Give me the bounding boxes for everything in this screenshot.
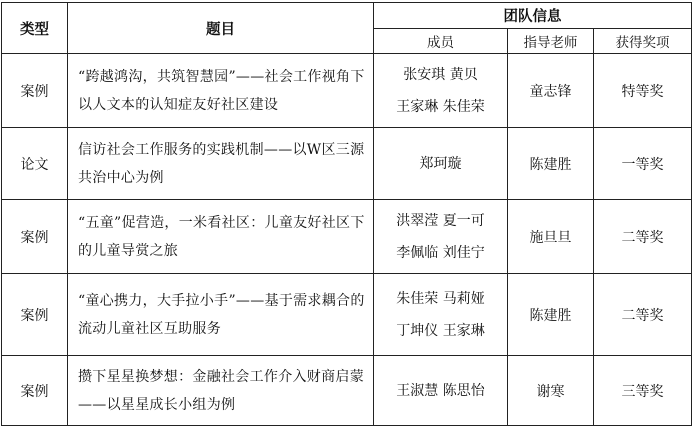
cell-type: 案例: [2, 54, 68, 128]
table-row: [2, 356, 692, 426]
cell-title: “跨越鸿沟，共筑智慧园”——社会工作视角下以人文本的认知症友好社区建设: [68, 54, 374, 128]
table-row: [2, 200, 692, 274]
cell-award: 二等奖: [594, 274, 692, 356]
cell-advisor: 谢寒: [508, 356, 594, 426]
cell-award: 二等奖: [594, 200, 692, 274]
cell-members: [374, 54, 508, 128]
cell-advisor: 陈建胜: [508, 128, 594, 200]
cell-award: 三等奖: [594, 356, 692, 426]
cell-advisor: 施旦旦: [508, 200, 594, 274]
header-title: 题目: [68, 3, 374, 54]
cell-advisor: 陈建胜: [508, 274, 594, 356]
cell-award: 一等奖: [594, 128, 692, 200]
cell-members: [374, 274, 508, 356]
cell-title: 信访社会工作服务的实践机制——以W区三源共治中心为例: [68, 128, 374, 200]
header-award: 获得奖项: [594, 29, 692, 54]
table-row: [2, 128, 692, 200]
cell-type: 案例: [2, 274, 68, 356]
member-line: 洪翠滢 夏一可: [396, 212, 485, 229]
cell-members: [374, 200, 508, 274]
header-members: 成员: [374, 29, 508, 54]
header-type: 类型: [2, 3, 68, 54]
cell-advisor: 童志锋: [508, 54, 594, 128]
awards-table: [1, 2, 692, 426]
member-line: 李佩临 刘佳宁: [396, 244, 485, 261]
table-row: [2, 54, 692, 128]
table-row: [2, 274, 692, 356]
cell-title: 攒下星星换梦想：金融社会工作介入财商启蒙——以星星成长小组为例: [68, 356, 374, 426]
cell-members: [374, 128, 508, 200]
header-row: [2, 3, 692, 29]
member-line: 张安琪 黄贝: [403, 66, 478, 83]
member-line: 王家琳 朱佳荣: [396, 98, 485, 115]
cell-title: “童心携力，大手拉小手”——基于需求耦合的流动儿童社区互助服务: [68, 274, 374, 356]
header-team: 团队信息: [374, 3, 692, 29]
cell-award: 特等奖: [594, 54, 692, 128]
cell-type: 论文: [2, 128, 68, 200]
cell-title: “五童”促营造，一米看社区：儿童友好社区下的儿童导赏之旅: [68, 200, 374, 274]
member-line: 郑珂璇: [419, 155, 462, 172]
cell-type: 案例: [2, 356, 68, 426]
header-advisor: 指导老师: [508, 29, 594, 54]
member-line: 朱佳荣 马莉娅: [396, 290, 485, 307]
member-line: 王淑慧 陈思怡: [396, 382, 485, 399]
cell-type: 案例: [2, 200, 68, 274]
cell-members: [374, 356, 508, 426]
member-line: 丁坤仪 王家琳: [396, 322, 485, 339]
